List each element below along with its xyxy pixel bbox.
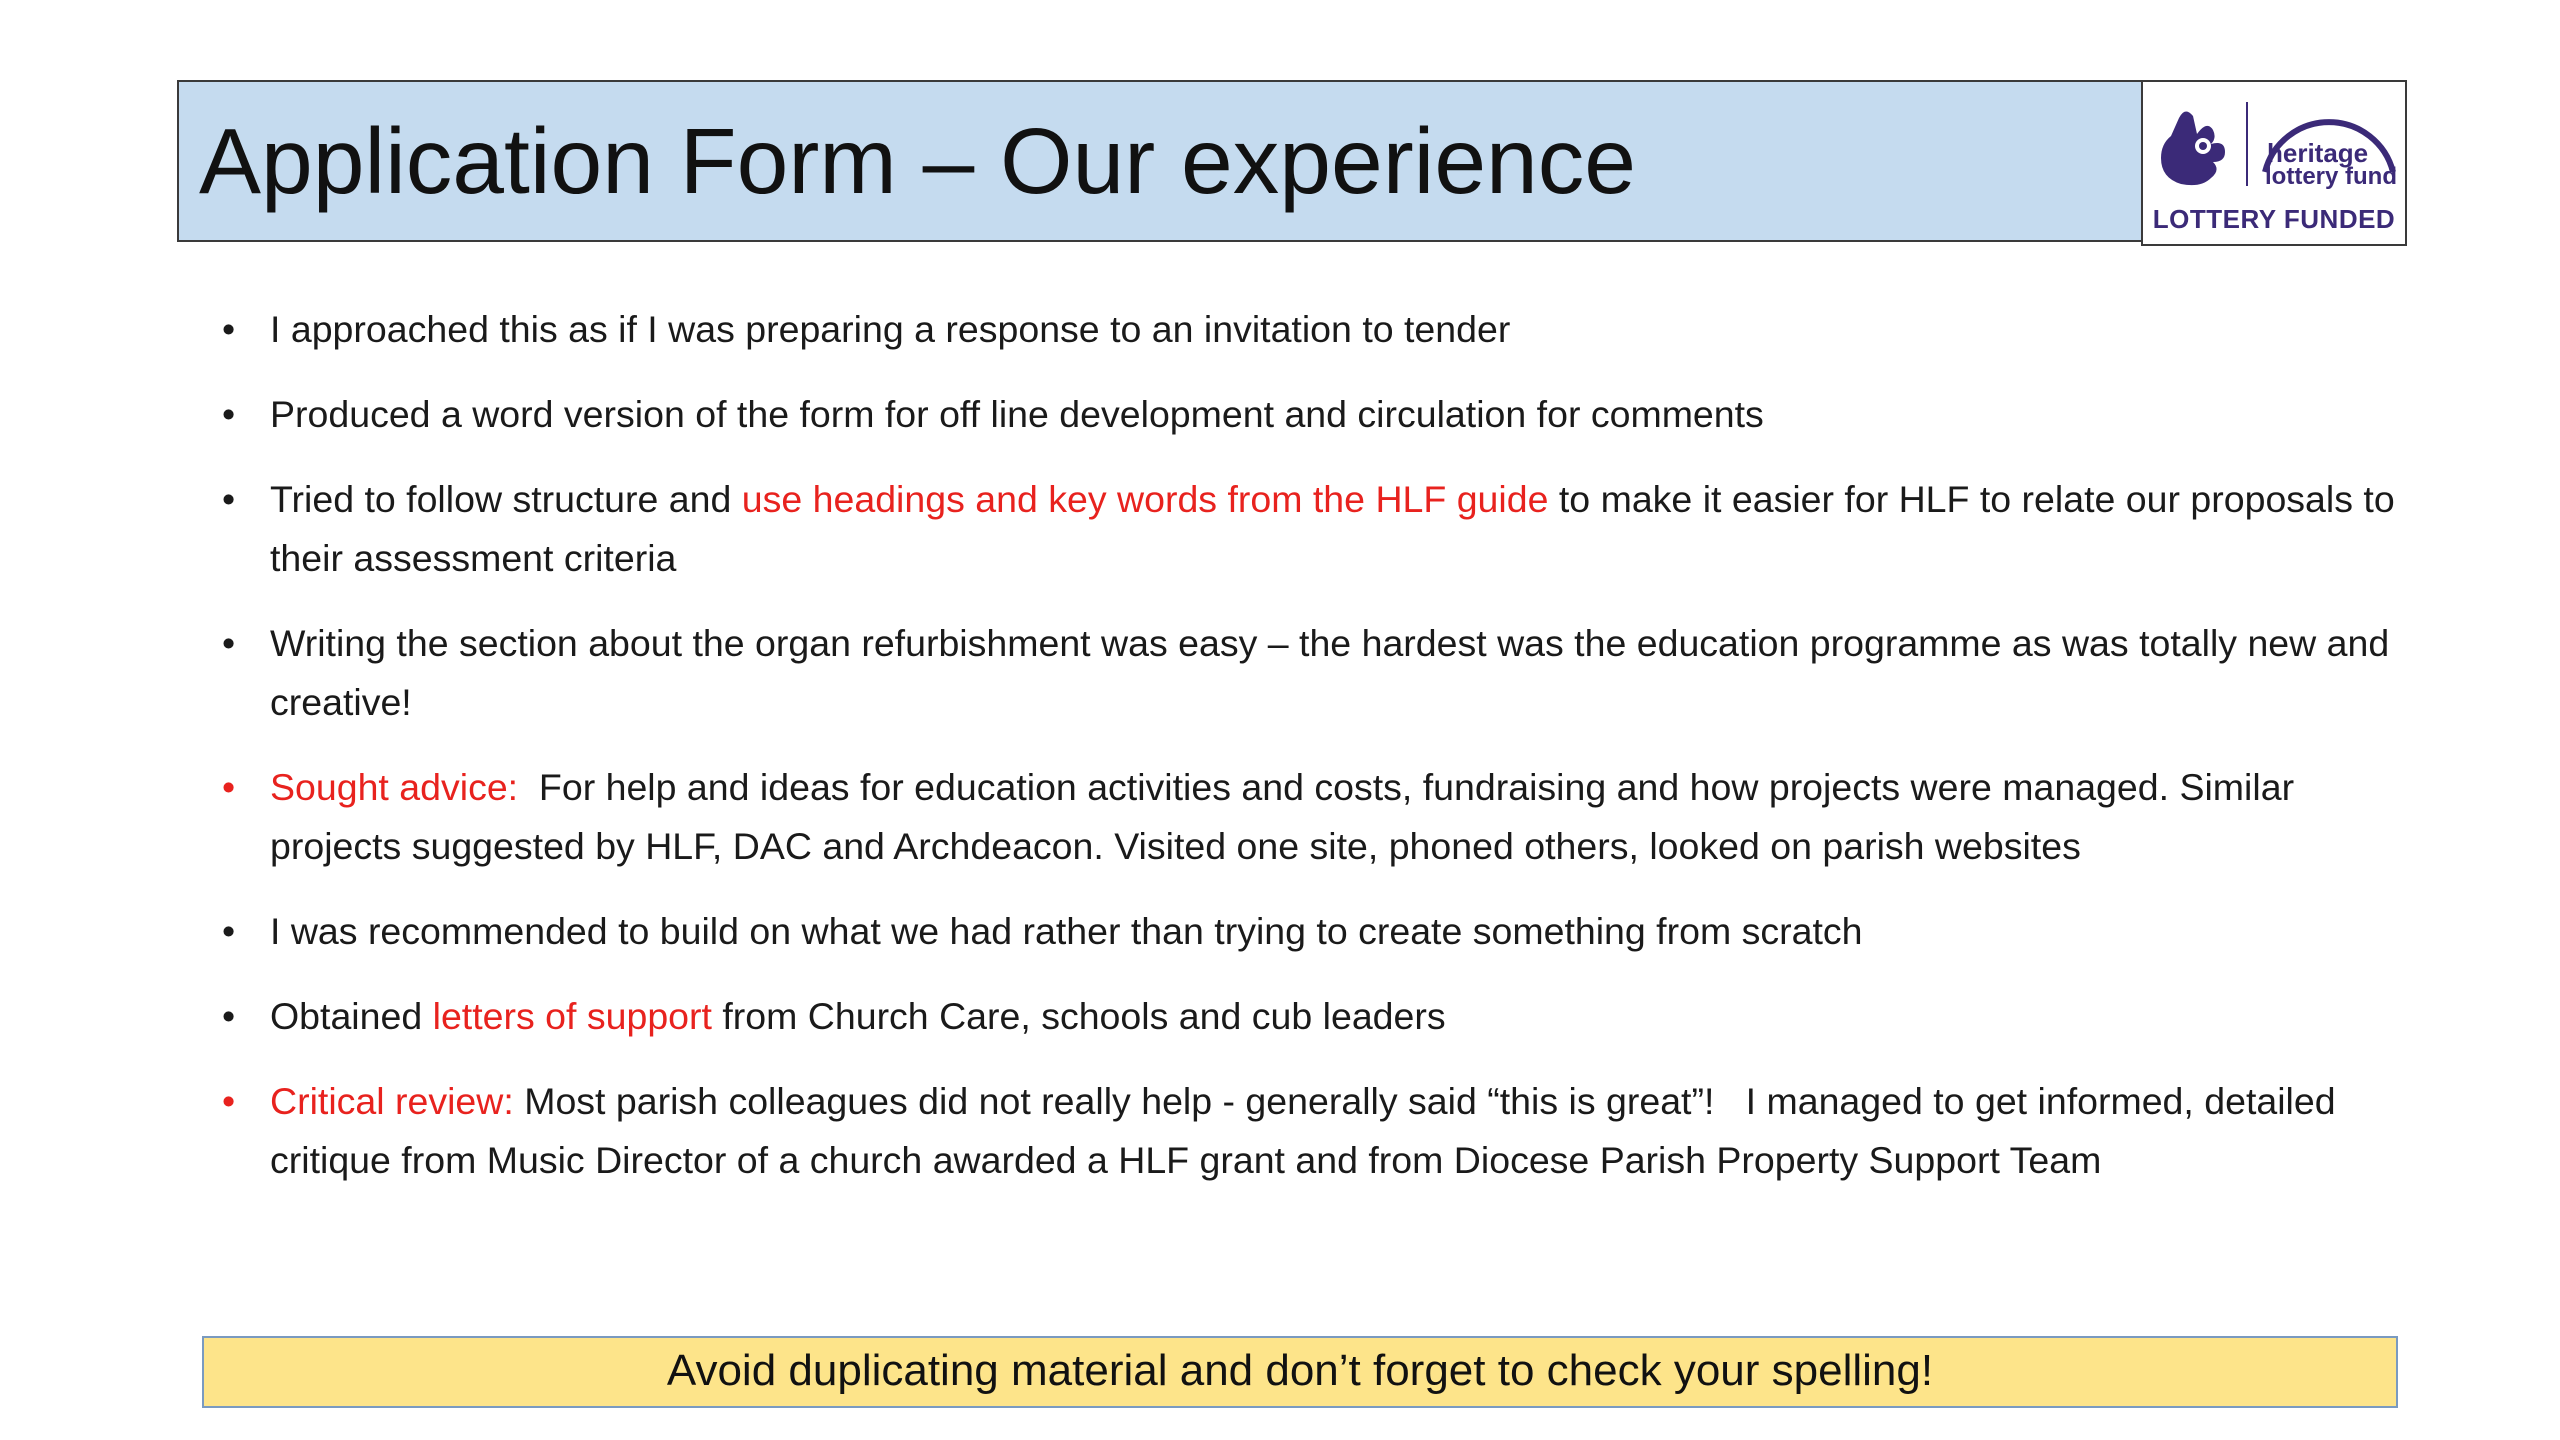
bullet-text: from Church Care, schools and cub leaders	[711, 995, 1446, 1037]
bullet-text: Obtained	[270, 995, 433, 1037]
bullet-text: I was recommended to build on what we had rather than trying to create something from scratch	[270, 910, 1863, 952]
lottery-funded-label: LOTTERY FUNDED	[2152, 204, 2396, 234]
footer-banner	[202, 1336, 2398, 1408]
title-bar	[177, 80, 2143, 242]
bullet-item	[270, 758, 2410, 876]
bullet-text: Most parish colleagues did not really help - generally said “this is great”! I managed to get informed, detailed critique from Music Director of a church awarded a HLF grant and from Diocese Parish Property Support Team	[270, 1080, 2347, 1181]
heritage-text: heritage	[2267, 138, 2369, 168]
bullet-item	[270, 300, 2410, 359]
bullet-item	[270, 470, 2410, 588]
highlight-text: use headings and key words from the HLF guide	[741, 478, 1549, 520]
highlight-text: Critical review:	[270, 1080, 514, 1122]
bullet-text: Writing the section about the organ refurbishment was easy – the hardest was the education programme as was totally new and creative!	[270, 622, 2390, 723]
bullet-text: to make it easier for HLF to relate our proposals to their assessment criteria	[270, 478, 2395, 579]
highlight-text: Sought advice:	[270, 766, 519, 808]
bullet-list	[270, 300, 2410, 1216]
bullet-text: I approached this as if I was preparing a response to an invitation to tender	[270, 308, 1511, 350]
bullet-item	[270, 1072, 2410, 1190]
bullet-text: For help and ideas for education activities and costs, fundraising and how projects were managed. Similar projects suggested by HLF, DAC and Archdeacon. Visited one site, phoned others, looked on parish websites	[270, 766, 2305, 867]
bullet-text: Tried to follow structure and	[270, 478, 742, 520]
lottery-hand-icon	[2143, 82, 2405, 204]
lottery-fund-text: lottery fund	[2265, 163, 2397, 190]
bullet-text: Produced a word version of the form for off line development and circulation for comments	[270, 393, 1764, 435]
bullet-item	[270, 614, 2410, 732]
lottery-funded-logo	[2141, 80, 2407, 246]
footer-text: Avoid duplicating material and don’t forget to check your spelling!	[666, 1346, 1934, 1395]
page-title: Application Form – Our experience	[199, 109, 1637, 213]
bullet-item	[270, 902, 2410, 961]
bullet-item	[270, 385, 2410, 444]
bullet-item	[270, 987, 2410, 1046]
highlight-text: letters of support	[432, 995, 712, 1037]
